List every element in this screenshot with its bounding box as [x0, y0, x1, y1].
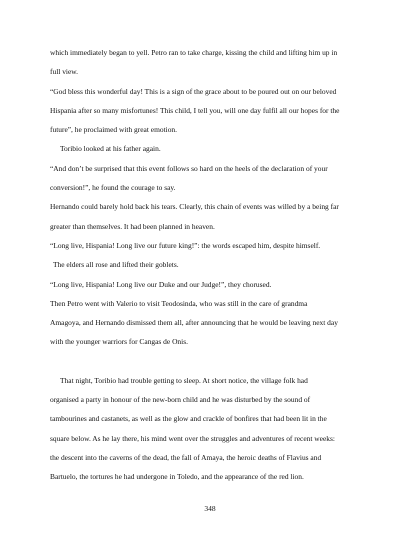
text-line: Amagoya, and Hernando dismissed them all, after announcing that he would be leaving next day — [50, 318, 338, 328]
text-line: “God bless this wonderful day! This is a sign of the grace about to be poured out on our beloved — [50, 86, 337, 96]
text-line: Bartuelo, the tortures he had undergone in Toledo, and the appearance of the red lion. — [50, 472, 304, 482]
text-line: tambourines and castanets, as well as the glow and crackle of bonfires that had been lit in the — [50, 414, 327, 424]
text-line: Hernando could barely hold back his tears. Clearly, this chain of events was willed by a being far — [50, 202, 339, 212]
paragraph-gap — [50, 352, 380, 371]
page-number: 348 — [204, 504, 216, 513]
text-line: future”, he proclaimed with great emotion. — [50, 125, 178, 135]
text-line: Then Petro went with Valerio to visit Teodosinda, who was still in the care of grandma — [50, 298, 308, 308]
text-line: full view. — [50, 67, 79, 77]
text-line: the descent into the caverns of the dead, the fall of Amaya, the heroic deaths of Flavius and — [50, 452, 322, 462]
text-line: That night, Toribio had trouble getting to sleep. At short notice, the village folk had — [60, 375, 308, 385]
text-line: Toribio looked at his father again. — [60, 144, 161, 154]
text-line: Hispania after so many misfortunes! This child, I tell you, will one day fulfil all our hopes for the — [50, 105, 340, 115]
text-line: greater than themselves. It had been planned in heaven. — [50, 221, 215, 231]
text-line: “Long live, Hispania! Long live our future king!”: the words escaped him, despite himself. — [50, 240, 321, 250]
text-line: which immediately began to yell. Petro ran to take charge, kissing the child and lifting him up in — [50, 48, 338, 57]
text-line: square below. As he lay there, his mind went over the struggles and adventures of recent weeks: — [50, 433, 335, 443]
text-line: conversion!”, he found the courage to say. — [50, 183, 176, 193]
text-line: “And don’t be surprised that this event follows so hard on the heels of the declaration of your — [50, 163, 328, 173]
text-line: “Long live, Hispania! Long live our Duke and our Judge!”, they chorused. — [50, 279, 272, 289]
text-line: with the younger warriors for Cangas de Onis. — [50, 337, 188, 347]
text-line: The elders all rose and lifted their goblets. — [53, 260, 179, 270]
body-text — [50, 43, 380, 487]
text-line: organised a party in honour of the new-born child and he was disturbed by the sound of — [50, 395, 311, 405]
